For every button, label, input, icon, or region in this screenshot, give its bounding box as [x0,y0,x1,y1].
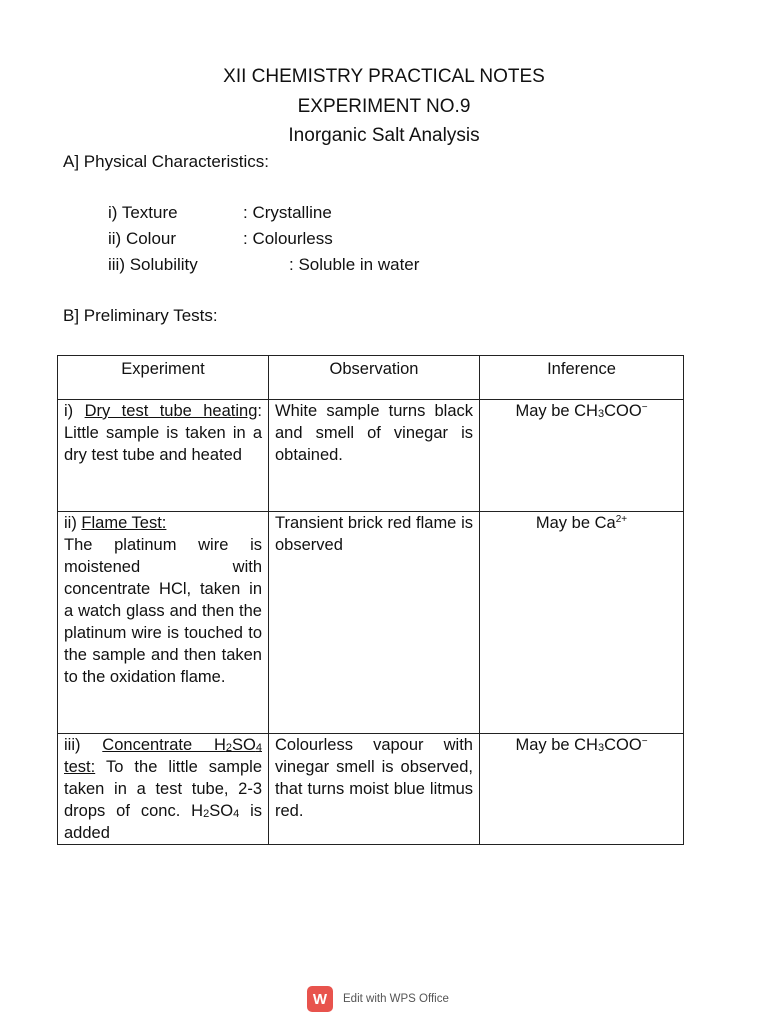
experiment-title-colon: : [257,402,262,420]
observation-cell: Colourless vapour with vinegar smell is observed, that turns moist blue litmus red. [269,734,480,845]
inference-cell [480,512,684,734]
inference-text: May be CH [515,736,598,754]
property-colour-value: : Colourless [243,229,333,248]
document-title: XII CHEMISTRY PRACTICAL NOTES [223,66,545,87]
property-texture-value: : Crystalline [243,203,332,222]
property-colour-label: ii) Colour [108,229,177,248]
section-a-heading: A] Physical Characteristics: [63,152,269,171]
inference-ion: COO [604,736,642,754]
experiment-number: EXPERIMENT NO.9 [297,96,471,117]
table-row [58,734,684,845]
experiment-number: iii) [64,736,103,754]
experiment-title: Concentrate $H_2SO_4$ test: [64,736,262,776]
table-header-row [58,356,684,400]
experiment-title: Dry test tube heating [84,402,258,420]
experiment-cell [58,400,269,512]
property-solubility-value: : Soluble in water [289,255,420,274]
preliminary-tests-table [57,355,684,845]
experiment-cell [58,734,269,845]
inference-cell [480,734,684,845]
inference-text: May be Ca [535,514,616,532]
inference-charge: − [641,736,648,747]
experiment-number: ii) [64,514,82,532]
inference-text: May be CH [515,402,598,420]
experiment-procedure: Little sample is taken in a dry test tube and heated [64,424,262,464]
experiment-title: Flame Test: [81,514,167,532]
table-row [58,512,684,734]
section-b-heading: B] Preliminary Tests: [63,306,218,325]
column-header-observation: Observation [269,356,480,400]
inference-charge: 2+ [615,514,628,525]
column-header-inference: Inference [480,356,684,400]
experiment-procedure: The platinum wire is moistened with concentrate HCl, taken in a watch glass and then the platinum wire is touched to the sample and then taken to the oxidation flame. [64,536,262,686]
experiment-name: Inorganic Salt Analysis [288,125,480,146]
wps-edit-banner[interactable] [307,986,449,1012]
observation-cell: Transient brick red flame is observed [269,512,480,734]
inference-charge: − [641,402,648,413]
inference-ion: COO [604,402,642,420]
experiment-number: i) [64,402,85,420]
experiment-cell [58,512,269,734]
observation-cell: White sample turns black and smell of vinegar is obtained. [269,400,480,512]
inference-subscript: 3 [597,408,605,420]
property-solubility-label: iii) Solubility [108,255,198,274]
wps-edit-text: Edit with WPS Office [343,993,449,1005]
table-row [58,400,684,512]
wps-logo-icon: W [307,986,333,1012]
property-texture-label: i) Texture [108,203,178,222]
inference-subscript: 3 [597,742,605,754]
experiment-procedure: To the little sample taken in a test tube, 2-3 drops of conc. $H_2SO_4$ is added [64,758,263,842]
column-header-experiment: Experiment [58,356,269,400]
inference-cell [480,400,684,512]
